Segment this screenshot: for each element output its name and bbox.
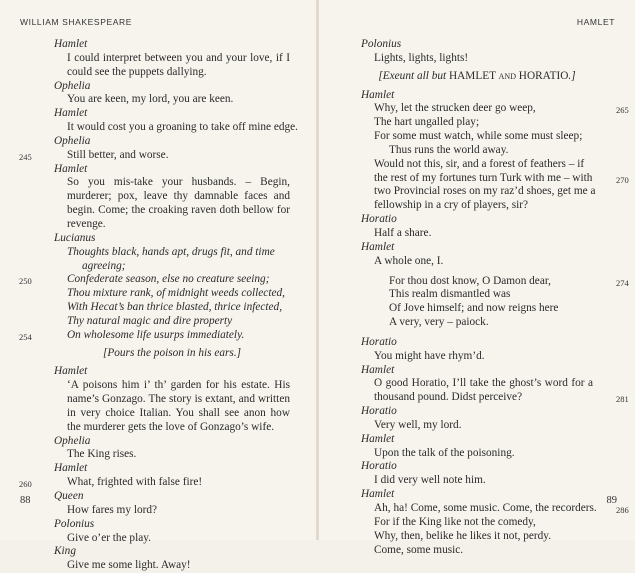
verse-line: Thus runs the world away. xyxy=(389,143,509,156)
speech: two Provincial roses on my raz’d shoes, get me a xyxy=(374,185,596,198)
line-number: 250 xyxy=(19,276,32,287)
verse-line: For if the King like not the comedy, xyxy=(374,515,536,528)
verse-line xyxy=(19,273,290,287)
speaker: Hamlet xyxy=(54,107,88,120)
speaker: Hamlet xyxy=(54,38,88,50)
speaker: Ophelia xyxy=(54,134,91,147)
speech: Would not this, sir, and a forest of feathers – if xyxy=(374,157,585,170)
sd-text: [Exeunt all but xyxy=(378,69,449,82)
speech: ‘A poisons him i’ th’ garden for his estate. His name’s Gonzago. The story is extant, and written in very choice Italian. You shall see anon how the murderer gets the love of Gonzago’s wife. xyxy=(67,379,290,433)
speech-text: the rest of my fortunes turn Turk with me – with xyxy=(374,171,593,184)
stage-direction: [Pours the poison in his ears.] xyxy=(102,346,242,359)
verse-line: With Hecat’s ban thrice blasted, thrice infected, xyxy=(67,301,283,314)
verse-line: A very, very – paiock. xyxy=(389,316,489,329)
line-number: 270 xyxy=(616,174,629,185)
speaker: Lucianus xyxy=(54,231,96,244)
verse-line: This realm dismantled was xyxy=(389,288,511,301)
speaker: Hamlet xyxy=(361,488,395,501)
speech: Upon the talk of the poisoning. xyxy=(374,446,515,459)
verse-line: Thou mixture rank, of midnight weeds collected, xyxy=(67,287,285,300)
verse-line xyxy=(361,274,629,289)
speaker: Hamlet xyxy=(361,240,395,253)
running-head-left: WILLIAM SHAKESPEARE xyxy=(20,17,133,27)
verse-line: Come, some music. xyxy=(374,543,464,556)
speaker: Horatio xyxy=(361,213,397,226)
right-page xyxy=(319,0,635,556)
speech-text: O good Horatio, I’ll take the ghost’s word for a thousand pound. Didst perceive? xyxy=(374,377,593,404)
speaker: King xyxy=(54,545,76,558)
line-number: 245 xyxy=(19,151,32,162)
speaker: Hamlet xyxy=(361,363,395,376)
speech: How fares my lord? xyxy=(67,503,158,516)
page-number-left: 88 xyxy=(20,495,31,506)
speaker: Queen xyxy=(54,490,84,502)
verse-line: The hart ungalled play; xyxy=(374,116,480,129)
running-head-right: HAMLET xyxy=(576,17,615,27)
speaker: Horatio xyxy=(361,460,397,473)
verse-line xyxy=(361,102,629,116)
speaker: Ophelia xyxy=(54,434,91,447)
speech: Give o’er the play. xyxy=(67,531,151,544)
speech: fellowship in a cry of players, sir? xyxy=(374,199,529,212)
speech-text: What, frighted with false fire! xyxy=(67,476,203,489)
sd-character-names: HAMLET and HORATIO xyxy=(448,69,569,82)
verse-text: On wholesome life usurps immediately. xyxy=(67,328,245,341)
speaker: Polonius xyxy=(54,517,95,530)
speaker: Hamlet xyxy=(361,88,395,101)
verse-line: For some must watch, while some must sleep; xyxy=(374,130,583,143)
speaker: Ophelia xyxy=(54,79,91,92)
page-number-right: 89 xyxy=(606,495,617,506)
speaker: Hamlet xyxy=(54,365,88,378)
speech xyxy=(361,171,629,186)
sd-text-end: .] xyxy=(568,69,576,82)
speaker: Hamlet xyxy=(54,462,88,475)
speech: You might have rhym’d. xyxy=(374,349,485,362)
verse-line: Thoughts black, hands apt, drugs fit, and time xyxy=(67,245,275,258)
speech-text: Still better, and worse. xyxy=(67,148,169,161)
speech: Give me some light. Away! xyxy=(67,559,191,572)
line-number: 274 xyxy=(616,277,629,288)
speaker: Horatio xyxy=(361,335,397,348)
verse-line: Of Jove himself; and now reigns here xyxy=(389,302,559,315)
speech xyxy=(361,502,629,516)
speech: I could interpret between you and your love, if I could see the puppets dallying. xyxy=(67,51,290,78)
speech xyxy=(19,148,290,163)
line-number: 286 xyxy=(616,505,629,515)
speech: It would cost you a groaning to take off mine edge. xyxy=(67,121,299,134)
speech: Half a share. xyxy=(374,226,432,239)
verse-line: agreeing; xyxy=(82,259,126,272)
speech: Very well, my lord. xyxy=(374,418,462,431)
speech: I did very well note him. xyxy=(374,474,486,487)
verse-text: Why, let the strucken deer go weep, xyxy=(374,102,536,115)
line-number: 281 xyxy=(616,394,629,405)
verse-line: Thy natural magic and dire property xyxy=(67,314,233,327)
speech: The King rises. xyxy=(67,448,137,461)
speech: Lights, lights, lights! xyxy=(374,51,469,64)
speaker: Hamlet xyxy=(54,162,88,175)
speech xyxy=(19,476,290,490)
verse-text: For thou dost know, O Damon dear, xyxy=(389,274,551,287)
stage-direction xyxy=(361,70,593,84)
left-page xyxy=(0,0,316,572)
verse-text: Confederate season, else no creature seeing; xyxy=(67,273,270,286)
speaker: Hamlet xyxy=(361,432,395,445)
speech: A whole one, I. xyxy=(374,254,444,267)
speaker: Horatio xyxy=(361,405,397,418)
speech-text: Ah, ha! Come, some music. Come, the recorders. xyxy=(374,502,597,514)
speech: You are keen, my lord, you are keen. xyxy=(67,93,234,106)
speech: So you mis-take your husbands. – Begin, murderer; pox, leave thy damnable faces and begin. Come; the croaking raven doth bellow for revenge. xyxy=(67,176,290,230)
line-number: 265 xyxy=(616,105,629,116)
verse-line: Why, then, belike he likes it not, perdy. xyxy=(374,529,552,542)
line-number: 260 xyxy=(19,479,32,490)
speaker: Polonius xyxy=(361,38,402,50)
verse-line xyxy=(19,328,290,343)
speech xyxy=(361,377,629,405)
line-number: 254 xyxy=(19,331,32,342)
